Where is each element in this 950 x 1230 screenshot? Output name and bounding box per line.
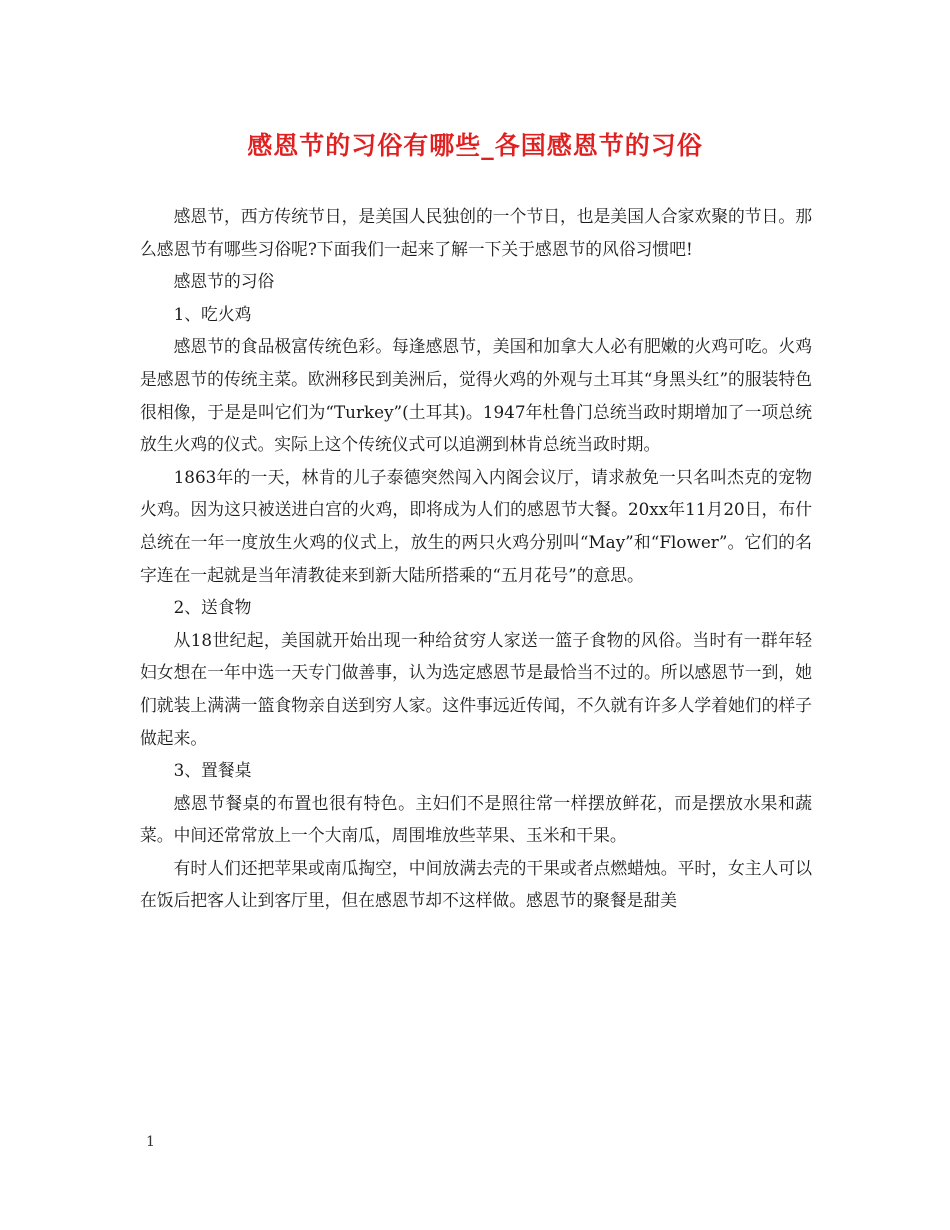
- intro-paragraph: 感恩节，西方传统节日，是美国人民独创的一个节日，也是美国人合家欢聚的节日。那么感恩节有哪些习俗呢?下面我们一起来了解一下关于感恩节的风俗习惯吧!: [140, 206, 812, 259]
- paragraph-turkey-pardon: 1863年的一天，林肯的儿子泰德突然闯入内阁会议厅，请求赦免一只名叫杰克的宠物火鸡。因为这只被送进白宫的火鸡，即将成为人们的感恩节大餐。20xx年11月20日，布什总统在一年一度放生火鸡的仪式上，放生的两只火鸡分别叫“May”和“Flower”。它们的名字连在一起就是当年清教徒来到新大陆所搭乘的“五月花号”的意思。: [140, 466, 812, 585]
- document-title: 感恩节的习俗有哪些_各国感恩节的习俗: [247, 131, 703, 160]
- paragraph-send-food: 从18世纪起，美国就开始出现一种给贫穷人家送一篮子食物的风俗。当时有一群年轻妇女想在一年中选一天专门做善事，认为选定感恩节是最恰当不过的。所以感恩节一到，她们就装上满满一篮食物亲自送到穷人家。这件事远近传闻，不久就有许多人学着她们的样子做起来。: [140, 629, 812, 748]
- section-heading-customs: 感恩节的习俗: [173, 271, 275, 292]
- paragraph-table-decoration: 感恩节餐桌的布置也很有特色。主妇们不是照往常一样摆放鲜花，而是摆放水果和蔬菜。中间还常常放上一个大南瓜，周围堆放些苹果、玉米和干果。: [140, 792, 812, 846]
- subheading-send-food: 2、送食物: [173, 597, 252, 618]
- paragraph-table-customs: 有时人们还把苹果或南瓜掏空，中间放满去壳的干果或者点燃蜡烛。平时，女主人可以在饭后把客人让到客厅里，但在感恩节却不这样做。感恩节的聚餐是甜美: [140, 857, 812, 911]
- page-number: 1: [146, 1134, 155, 1150]
- paragraph-turkey-tradition: 感恩节的食品极富传统色彩。每逢感恩节，美国和加拿大人必有肥嫩的火鸡可吃。火鸡是感恩节的传统主菜。欧洲移民到美洲后，觉得火鸡的外观与土耳其“身黑头红”的服装特色很相像，于是是叫它们为“Turkey”(土耳其)。1947年杜鲁门总统当政时期增加了一项总统放生火鸡的仪式。实际上这个传统仪式可以追溯到林肯总统当政时期。: [140, 336, 812, 455]
- subheading-set-table: 3、置餐桌: [173, 760, 252, 781]
- subheading-eat-turkey: 1、吃火鸡: [173, 303, 252, 324]
- document-body: [140, 200, 812, 917]
